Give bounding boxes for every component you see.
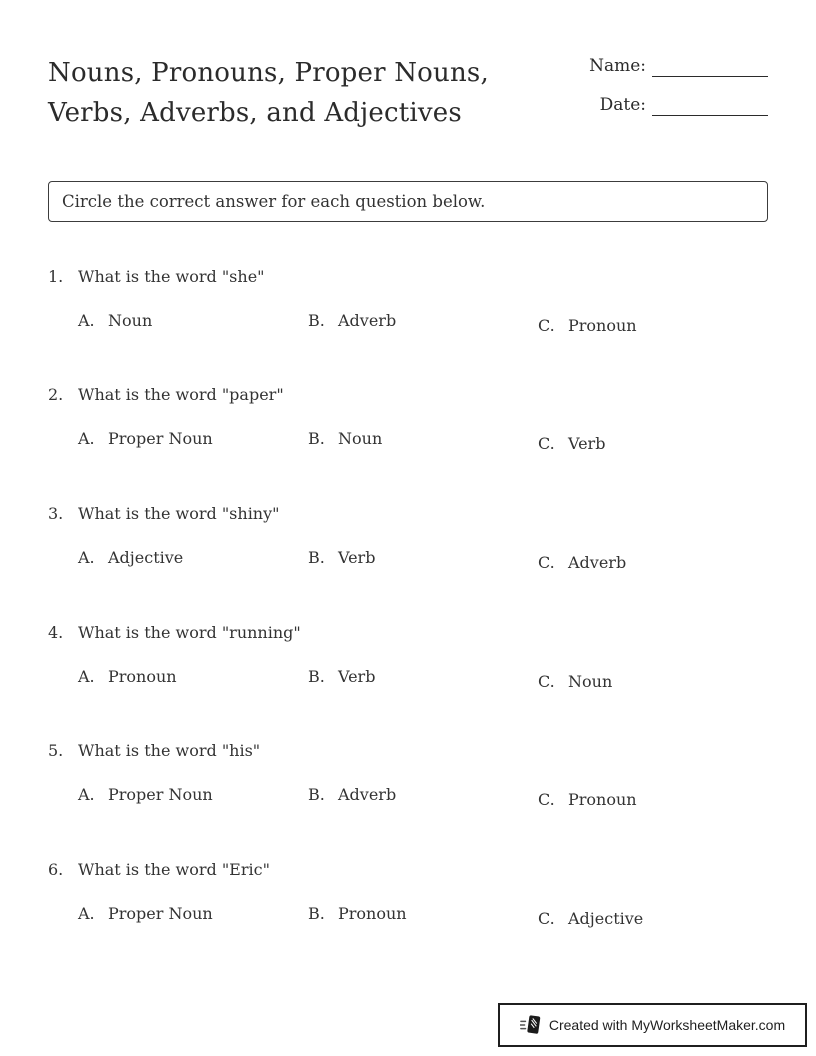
question-3-text: What is the word "shiny" [78,504,280,523]
question-4 [0,622,816,722]
option-letter: A. [78,667,95,686]
option-label: Pronoun [338,904,407,923]
option-letter: C. [538,434,555,453]
question-5-option-a[interactable] [78,784,213,806]
question-5-text-row [48,740,260,762]
option-label: Proper Noun [108,429,213,448]
option-letter: A. [78,904,95,923]
question-3-option-c[interactable] [538,552,626,574]
question-5-text: What is the word "his" [78,741,261,760]
question-3-option-b[interactable] [308,547,375,569]
instructions-box [48,181,768,222]
name-date-fields [589,55,768,116]
question-2-text-row [48,384,284,406]
question-6-option-c[interactable] [538,908,643,930]
option-label: Proper Noun [108,904,213,923]
option-letter: A. [78,548,95,567]
question-6-number: 6. [48,860,64,879]
option-label: Adverb [568,553,627,572]
date-field-row [600,94,768,116]
question-5-option-b[interactable] [308,784,396,806]
question-2 [0,384,816,484]
question-2-number: 2. [48,385,64,404]
question-4-option-b[interactable] [308,666,375,688]
question-6-option-b[interactable] [308,903,407,925]
option-label: Pronoun [568,790,637,809]
option-letter: C. [538,553,555,572]
option-letter: C. [538,316,555,335]
option-letter: B. [308,311,325,330]
option-letter: B. [308,667,325,686]
option-label: Verb [338,667,376,686]
option-label: Pronoun [108,667,177,686]
question-2-text: What is the word "paper" [78,385,284,404]
page-title-line-1: Nouns, Pronouns, Proper Nouns, [48,58,489,88]
question-1-text: What is the word "she" [78,267,265,286]
question-3-option-a[interactable] [78,547,183,569]
question-4-option-c[interactable] [538,671,612,693]
question-4-option-a[interactable] [78,666,177,688]
option-letter: C. [538,909,555,928]
question-1-option-c[interactable] [538,315,637,337]
question-1-text-row [48,266,265,288]
question-1-option-b[interactable] [308,310,396,332]
footer-credit-text: Created with MyWorksheetMaker.com [548,1017,786,1033]
question-5 [0,740,816,840]
option-letter: B. [308,548,325,567]
name-label: Name: [589,56,646,76]
option-label: Adverb [338,311,397,330]
option-letter: A. [78,311,95,330]
name-blank-line[interactable] [652,56,768,77]
option-letter: C. [538,790,555,809]
footer-credit-box [498,1003,807,1047]
question-3-text-row [48,503,280,525]
option-label: Pronoun [568,316,637,335]
option-label: Adverb [338,785,397,804]
question-3 [0,503,816,603]
option-letter: B. [308,429,325,448]
instructions-text: Circle the correct answer for each question below. [62,192,486,211]
option-letter: A. [78,785,95,804]
page-title [48,53,489,133]
date-blank-line[interactable] [652,95,768,116]
question-2-option-c[interactable] [538,433,605,455]
option-letter: A. [78,429,95,448]
question-3-number: 3. [48,504,64,523]
worksheet-maker-logo-icon [520,1014,542,1036]
question-4-text-row [48,622,301,644]
option-letter: B. [308,785,325,804]
option-label: Noun [338,429,383,448]
question-2-option-a[interactable] [78,428,213,450]
question-2-option-b[interactable] [308,428,382,450]
question-5-number: 5. [48,741,64,760]
question-6-text: What is the word "Eric" [78,860,270,879]
option-label: Adjective [108,548,184,567]
option-label: Noun [568,672,613,691]
option-letter: B. [308,904,325,923]
option-label: Verb [338,548,376,567]
question-1-option-a[interactable] [78,310,152,332]
option-letter: C. [538,672,555,691]
question-6 [0,859,816,959]
option-label: Proper Noun [108,785,213,804]
question-6-text-row [48,859,270,881]
option-label: Verb [568,434,606,453]
option-label: Adjective [568,909,644,928]
question-6-option-a[interactable] [78,903,213,925]
question-5-option-c[interactable] [538,789,637,811]
date-label: Date: [599,95,646,115]
question-1-number: 1. [48,267,64,286]
question-4-number: 4. [48,623,64,642]
name-field-row [589,55,768,77]
question-4-text: What is the word "running" [78,623,301,642]
option-label: Noun [108,311,153,330]
question-1 [0,266,816,366]
page-title-line-2: Verbs, Adverbs, and Adjectives [48,98,462,128]
